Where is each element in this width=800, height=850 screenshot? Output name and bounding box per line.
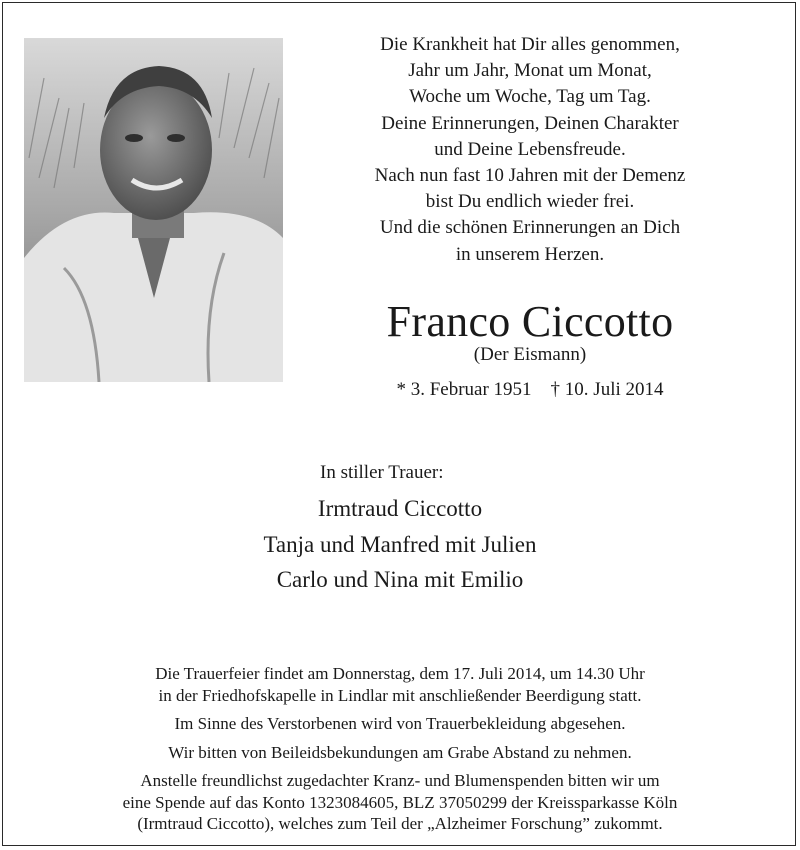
birth-death-dates: * 3. Februar 1951 † 10. Juli 2014 xyxy=(396,379,664,400)
info-line: Im Sinne des Verstorbenen wird von Trauerbekleidung abgesehen. xyxy=(174,714,626,733)
mourners-list xyxy=(0,491,800,598)
mourning-label: In stiller Trauer: xyxy=(320,462,444,483)
portrait-icon xyxy=(24,38,283,382)
poem-line: in unserem Herzen. xyxy=(455,243,605,265)
info-line: eine Spende auf das Konto 1323084605, BLZ 37050299 der Kreissparkasse Köln xyxy=(122,792,678,812)
poem-line: Und die schönen Erinnerungen an Dich xyxy=(379,217,681,239)
memorial-poem xyxy=(320,32,740,268)
mourner-name: Tanja und Manfred mit Julien xyxy=(263,531,537,557)
poem-line: bist Du endlich wieder frei. xyxy=(425,191,635,213)
poem-line: Woche um Woche, Tag um Tag. xyxy=(409,86,651,108)
info-line: (Irmtraud Ciccotto), welches zum Teil der „Alzheimer Forschung” zukommt. xyxy=(137,814,663,833)
info-line: Wir bitten von Beileidsbekundungen am Grabe Abstand zu nehmen. xyxy=(168,742,632,762)
info-line: Die Trauerfeier findet am Donnerstag, dem 17. Juli 2014, um 14.30 Uhr xyxy=(155,664,645,683)
info-line: in der Friedhofskapelle in Lindlar mit anschließender Beerdigung statt. xyxy=(158,685,642,705)
poem-line: und Deine Lebensfreude. xyxy=(434,138,626,160)
poem-line: Nach nun fast 10 Jahren mit der Demenz xyxy=(374,165,686,187)
poem-line: Deine Erinnerungen, Deinen Charakter xyxy=(381,112,679,134)
mourner-name: Irmtraud Ciccotto xyxy=(317,496,483,521)
poem-line: Jahr um Jahr, Monat um Monat, xyxy=(408,60,652,82)
portrait-photo xyxy=(24,38,283,382)
funeral-information xyxy=(0,656,800,842)
poem-line: Die Krankheit hat Dir alles genommen, xyxy=(380,34,680,55)
info-line: Anstelle freundlichst zugedachter Kranz- und Blumenspenden bitten wir um xyxy=(140,771,660,790)
mourner-name: Carlo und Nina mit Emilio xyxy=(276,567,524,592)
deceased-nickname: (Der Eismann) xyxy=(473,344,587,365)
deceased-name: Franco Ciccotto xyxy=(386,297,674,346)
